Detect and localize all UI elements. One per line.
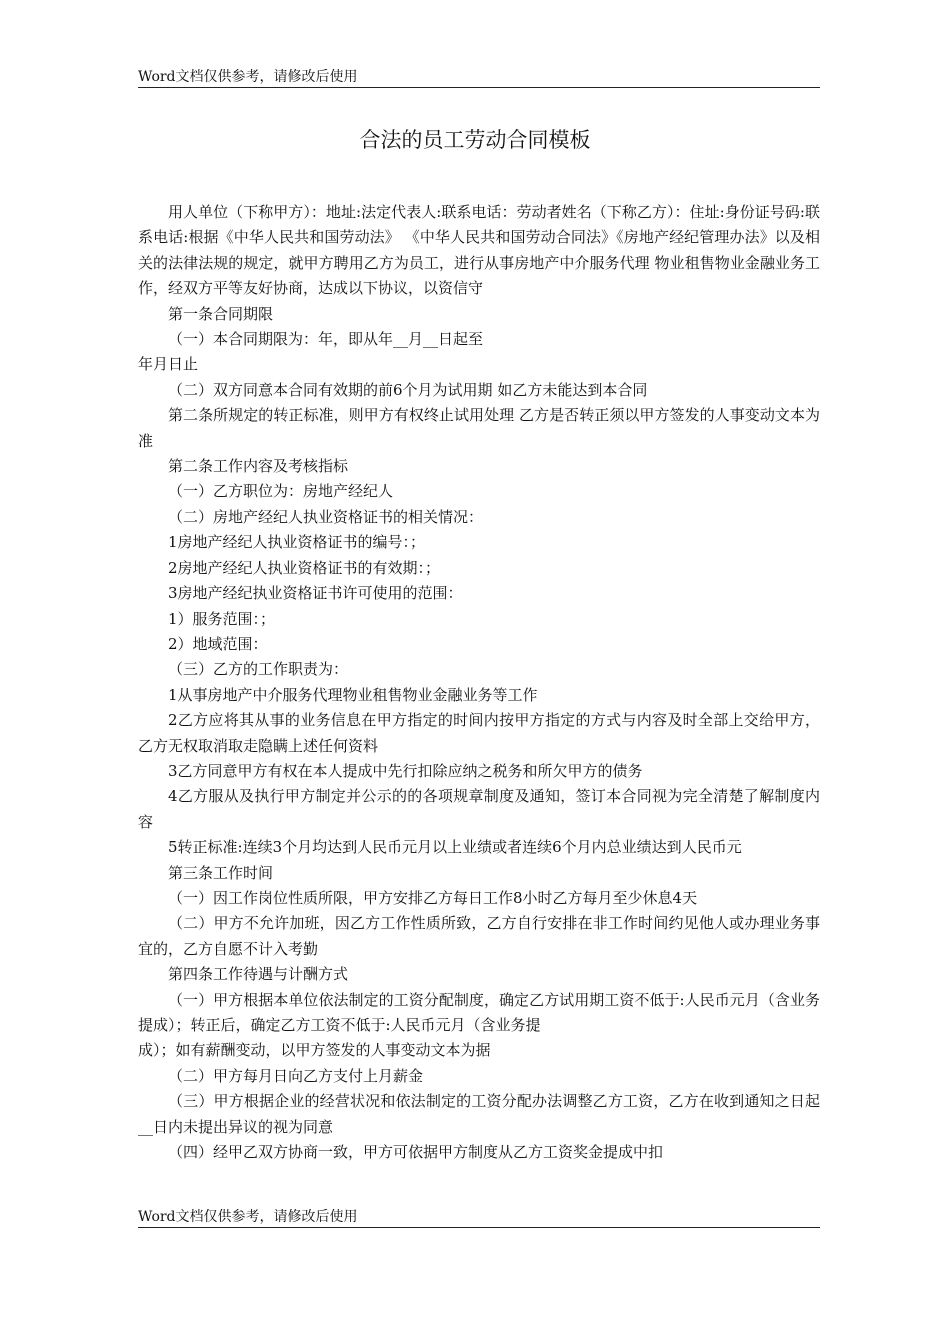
- document-title: 合法的员工劳动合同模板: [359, 128, 591, 152]
- page-footer: Word文档仅供参考，请修改后使用: [138, 1208, 820, 1228]
- paragraph: 第二条工作内容及考核指标: [168, 457, 349, 476]
- document-body: [138, 200, 820, 1165]
- paragraph: 2乙方应将其从事的业务信息在甲方指定的时间内按甲方指定的方式与内容及时全部上交给甲方，乙方无权取消取走隐瞒上述任何资料: [138, 711, 820, 755]
- paragraph: （二）双方同意本合同有效期的前6个月为试用期 如乙方未能达到本合同: [168, 380, 648, 399]
- paragraph: 3乙方同意甲方有权在本人提成中先行扣除应纳之税务和所欠甲方的债务: [168, 761, 643, 780]
- paragraph: 3房地产经纪执业资格证书许可使用的范围：: [168, 584, 463, 603]
- page-header: Word文档仅供参考，请修改后使用: [138, 68, 820, 88]
- paragraph: （二）房地产经纪人执业资格证书的相关情况：: [168, 507, 484, 526]
- paragraph: （一）本合同期限为：年，即从年__月__日起至: [168, 330, 484, 349]
- paragraph: 5转正标准:连续3个月均达到人民币元月以上业绩或者连续6个月内总业绩达到人民币元: [168, 838, 742, 857]
- paragraph: （二）甲方每月日向乙方支付上月薪金: [168, 1066, 424, 1085]
- paragraph: 成）；如有薪酬变动，以甲方签发的人事变动文本为据: [138, 1041, 491, 1060]
- paragraph: 第一条合同期限: [168, 304, 274, 323]
- paragraph: 4乙方服从及执行甲方制定并公示的的各项规章制度及通知，签订本合同视为完全清楚了解制度内容: [138, 787, 820, 831]
- paragraph: 2）地域范围：: [168, 634, 268, 653]
- paragraph: （一）因工作岗位性质所限，甲方安排乙方每日工作8小时乙方每月至少休息4天: [168, 888, 698, 907]
- paragraph: 第二条所规定的转正标准，则甲方有权终止试用处理 乙方是否转正须以甲方签发的人事变动文本为准: [138, 406, 820, 450]
- paragraph: 1）服务范围：；: [168, 609, 276, 628]
- paragraph: （二）甲方不允许加班，因乙方工作性质所致，乙方自行安排在非工作时间约见他人或办理业务事宜的，乙方自愿不计入考勤: [138, 914, 820, 958]
- paragraph: （三）乙方的工作职责为：: [168, 660, 349, 679]
- paragraph: 年月日止: [138, 355, 199, 374]
- paragraph: （一）甲方根据本单位依法制定的工资分配制度，确定乙方试用期工资不低于:人民币元月（含业务提成）；转正后，确定乙方工资不低于:人民币元月（含业务提: [138, 990, 820, 1034]
- paragraph: 2房地产经纪人执业资格证书的有效期：；: [168, 558, 441, 577]
- paragraph: （一）乙方职位为：房地产经纪人: [168, 482, 394, 501]
- paragraph: 第四条工作待遇与计酬方式: [168, 965, 349, 984]
- paragraph: 用人单位（下称甲方）：地址:法定代表人:联系电话：劳动者姓名（下称乙方）：住址:身份证号码:联系电话:根据《中华人民共和国劳动法》 《中华人民共和国劳动合同法》《房地产经纪管理办法》以及相关的法律法规的规定，就甲方聘用乙方为员工，进行从事房地产中介服务代理 物业租售物业金融业务工作，经双方平等友好协商，达成以下协议，以资信守: [138, 203, 820, 298]
- paragraph: 1房地产经纪人执业资格证书的编号：；: [168, 533, 426, 552]
- paragraph: 第三条工作时间: [168, 863, 274, 882]
- paragraph: （四）经甲乙双方协商一致，甲方可依据甲方制度从乙方工资奖金提成中扣: [168, 1143, 664, 1162]
- paragraph: 1从事房地产中介服务代理物业租售物业金融业务等工作: [168, 685, 538, 704]
- paragraph: （三）甲方根据企业的经营状况和依法制定的工资分配办法调整乙方工资，乙方在收到通知之日起__日内未提出异议的视为同意: [138, 1092, 820, 1136]
